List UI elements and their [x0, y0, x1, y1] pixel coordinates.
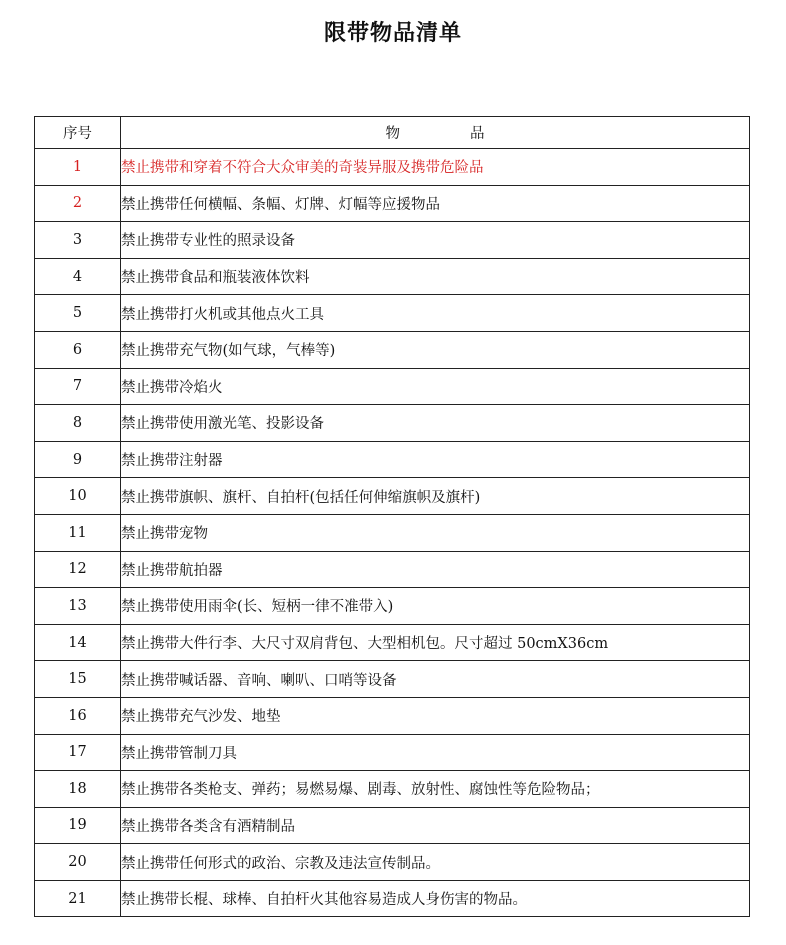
row-item-text: 禁止携带打火机或其他点火工具: [121, 295, 750, 332]
header-item-char-2: 品: [470, 126, 485, 142]
table-header-row: [35, 117, 750, 149]
table-row: [35, 844, 750, 881]
table-row: [35, 734, 750, 771]
row-item-text: 禁止携带航拍器: [121, 551, 750, 588]
document-title: 限带物品清单: [323, 21, 462, 46]
row-item-text: 禁止携带宠物: [121, 514, 750, 551]
row-item-text: 禁止携带充气物(如气球，气棒等): [121, 331, 750, 368]
row-serial-number: 6: [35, 331, 121, 368]
row-item-text: 禁止携带使用雨伞(长、短柄一律不准带入): [121, 588, 750, 625]
row-serial-number: 18: [35, 771, 121, 808]
table-row: [35, 880, 750, 917]
row-serial-number: 11: [35, 514, 121, 551]
row-serial-number: 20: [35, 844, 121, 881]
table-row: [35, 295, 750, 332]
row-serial-number: 17: [35, 734, 121, 771]
row-item-text: 禁止携带食品和瓶装液体饮料: [121, 258, 750, 295]
header-item-char-1: 物: [385, 126, 400, 142]
table-row: [35, 771, 750, 808]
row-serial-number: 15: [35, 661, 121, 698]
row-serial-number: 1: [35, 149, 121, 186]
row-item-text: 禁止携带专业性的照录设备: [121, 222, 750, 259]
row-item-text: 禁止携带使用激光笔、投影设备: [121, 405, 750, 442]
table-row: [35, 514, 750, 551]
table-row: [35, 551, 750, 588]
table-row: [35, 368, 750, 405]
row-item-text: 禁止携带任何形式的政治、宗教及违法宣传制品。: [121, 844, 750, 881]
row-item-text: 禁止携带充气沙发、地垫: [121, 697, 750, 734]
row-item-text: 禁止携带管制刀具: [121, 734, 750, 771]
row-item-text: 禁止携带喊话器、音响、喇叭、口哨等设备: [121, 661, 750, 698]
table-row: [35, 588, 750, 625]
row-serial-number: 10: [35, 478, 121, 515]
row-serial-number: 9: [35, 441, 121, 478]
row-item-text: 禁止携带和穿着不符合大众审美的奇装异服及携带危险品: [121, 149, 750, 186]
table-row: [35, 405, 750, 442]
table-row: [35, 441, 750, 478]
row-item-text: 禁止携带旗帜、旗杆、自拍杆(包括任何伸缩旗帜及旗杆): [121, 478, 750, 515]
row-serial-number: 7: [35, 368, 121, 405]
table-row: [35, 331, 750, 368]
row-serial-number: 16: [35, 697, 121, 734]
row-item-text: 禁止携带长棍、球棒、自拍杆火其他容易造成人身伤害的物品。: [121, 880, 750, 917]
row-item-text: 禁止携带注射器: [121, 441, 750, 478]
row-item-text: 禁止携带冷焰火: [121, 368, 750, 405]
row-item-text: 禁止携带各类含有酒精制品: [121, 807, 750, 844]
row-serial-number: 4: [35, 258, 121, 295]
row-serial-number: 3: [35, 222, 121, 259]
table-row: [35, 222, 750, 259]
row-serial-number: 19: [35, 807, 121, 844]
row-serial-number: 8: [35, 405, 121, 442]
row-serial-number: 21: [35, 880, 121, 917]
table-row: [35, 185, 750, 222]
table-row: [35, 807, 750, 844]
row-serial-number: 2: [35, 185, 121, 222]
table-row: [35, 478, 750, 515]
header-serial-number: 序号: [35, 117, 121, 149]
row-serial-number: 14: [35, 624, 121, 661]
table-row: [35, 697, 750, 734]
table-row: [35, 661, 750, 698]
header-item: [121, 117, 750, 149]
row-item-text: 禁止携带任何横幅、条幅、灯牌、灯幅等应援物品: [121, 185, 750, 222]
restricted-items-table: [34, 116, 750, 917]
row-item-text: 禁止携带各类枪支、弹药；易燃易爆、剧毒、放射性、腐蚀性等危险物品；: [121, 771, 750, 808]
row-serial-number: 12: [35, 551, 121, 588]
row-item-text: 禁止携带大件行李、大尺寸双肩背包、大型相机包。尺寸超过 50cmX36cm: [121, 624, 750, 661]
row-serial-number: 5: [35, 295, 121, 332]
table-row: [35, 258, 750, 295]
table-row: [35, 624, 750, 661]
row-serial-number: 13: [35, 588, 121, 625]
table-row: [35, 149, 750, 186]
